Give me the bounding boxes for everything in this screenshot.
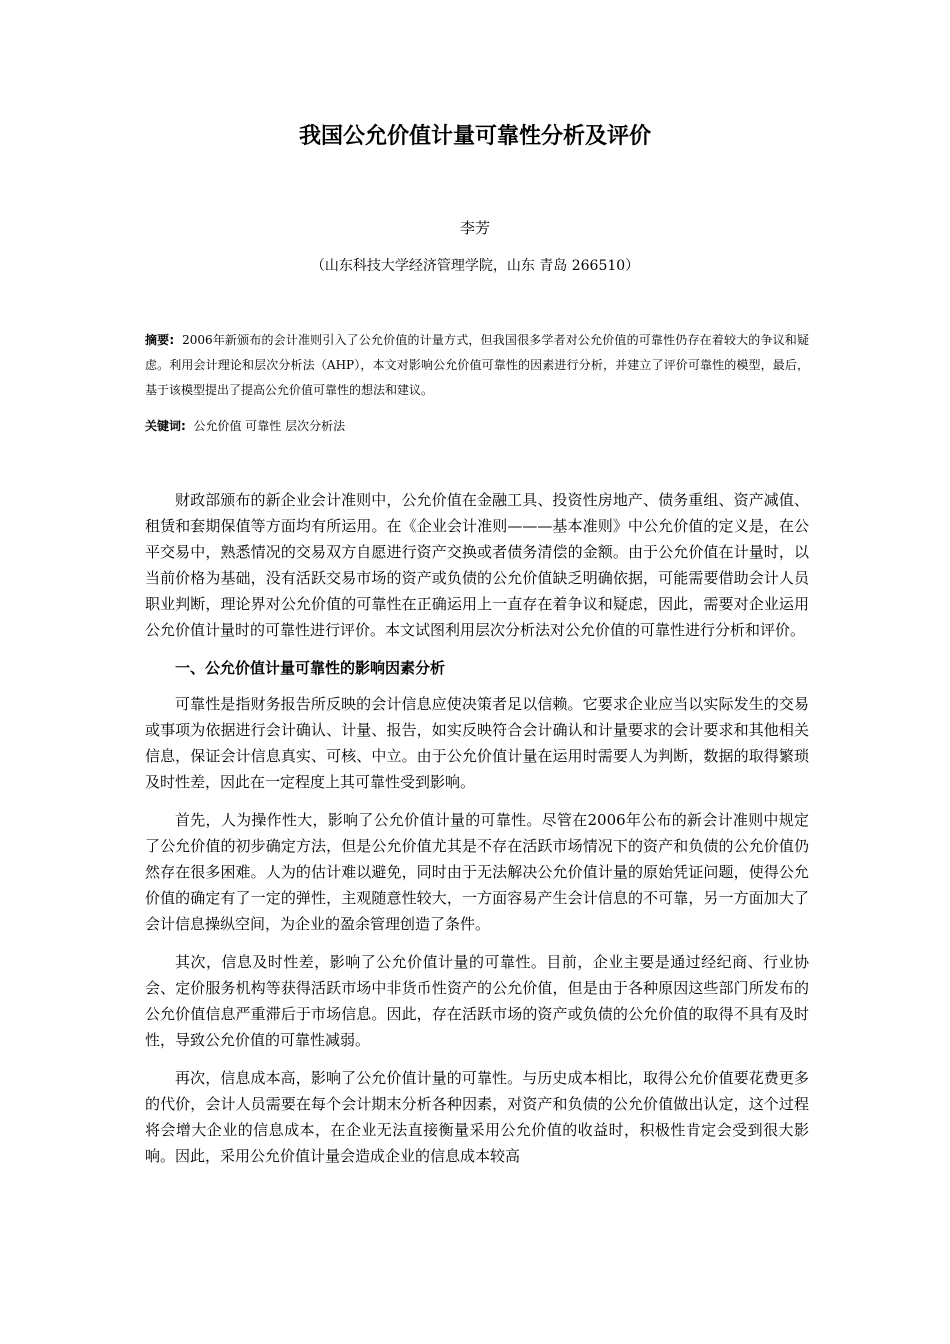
section-1-heading: 一、公允价值计量可靠性的影响因素分析 <box>175 659 446 677</box>
author-name: 李芳 <box>459 219 490 237</box>
body-text <box>145 487 809 1181</box>
keywords <box>145 415 809 437</box>
paragraph-reliability-definition: 可靠性是指财务报告所反映的会计信息应使决策者足以信赖。它要求企业应当以实际发生的交易或事项为依据进行会计确认、计量、报告，如实反映符合会计确认和计量要求的会计要求和其他相关信息，保证会计信息真实、可核、中立。由于公允价值计量在运用时需要人为判断，数据的取得繁琐及时性差，因此在一定程度上其可靠性受到影响。 <box>145 695 809 791</box>
intro-paragraph: 财政部颁布的新企业会计准则中，公允价值在金融工具、投资性房地产、债务重组、资产减值、租赁和套期保值等方面均有所运用。在《企业会计准则———基本准则》中公允价值的定义是，在公平交易中，熟悉情况的交易双方自愿进行资产交换或者债务清偿的金额。由于公允价值在计量时，以当前价格为基础，没有活跃交易市场的资产或负债的公允价值缺乏明确依据，可能需要借助会计人员职业判断，理论界对公允价值的可靠性在正确运用上一直存在着争议和疑虑，因此，需要对企业运用公允价值计量时的可靠性进行评价。本文试图利用层次分析法对公允价值的可靠性进行分析和评价。 <box>145 491 809 639</box>
paragraph-third-factor: 再次，信息成本高，影响了公允价值计量的可靠性。与历史成本相比，取得公允价值要花费更多的代价，会计人员需要在每个会计期末分析各种因素，对资产和负债的公允价值做出认定，这个过程将会增大企业的信息成本，在企业无法直接衡量采用公允价值的收益时，积极性肯定会受到很大影响。因此，采用公允价值计量会造成企业的信息成本较高 <box>145 1069 809 1165</box>
paragraph-second-factor: 其次，信息及时性差，影响了公允价值计量的可靠性。目前，企业主要是通过经纪商、行业协会、定价服务机构等获得活跃市场中非货币性资产的公允价值，但是由于各种原因这些部门所发布的公允价值信息严重滞后于市场信息。因此，存在活跃市场的资产或负债的公允价值的取得不具有及时性，导致公允价值的可靠性减弱。 <box>145 953 809 1049</box>
paper-title: 我国公允价值计量可靠性分析及评价 <box>298 124 651 149</box>
abstract-label: 摘要: <box>145 333 175 347</box>
abstract-text: 2006年新颁布的会计准则引入了公允价值的计量方式，但我国很多学者对公允价值的可靠性仍存在着较大的争议和疑虑。利用会计理论和层次分析法（AHP），本文对影响公允价值可靠性的因素进行分析，并建立了评价可靠性的模型，最后，基于该模型提出了提高公允价值可靠性的想法和建议。 <box>145 333 809 397</box>
keywords-text: 公允价值 可靠性 层次分析法 <box>193 419 346 433</box>
author-affiliation: （山东科技大学经济管理学院，山东 青岛 266510） <box>310 258 640 274</box>
keywords-label: 关键词: <box>145 419 186 433</box>
abstract <box>145 328 809 403</box>
paragraph-first-factor: 首先，人为操作性大，影响了公允价值计量的可靠性。尽管在2006年公布的新会计准则中规定了公允价值的初步确定方法，但是公允价值尤其是不存在活跃市场情况下的资产和负债的公允价值仍然存在很多困难。人为的估计难以避免，同时由于无法解决公允价值计量的原始凭证问题，使得公允价值的确定有了一定的弹性，主观随意性较大，一方面容易产生会计信息的不可靠，另一方面加大了会计信息操纵空间，为企业的盈余管理创造了条件。 <box>145 811 809 933</box>
